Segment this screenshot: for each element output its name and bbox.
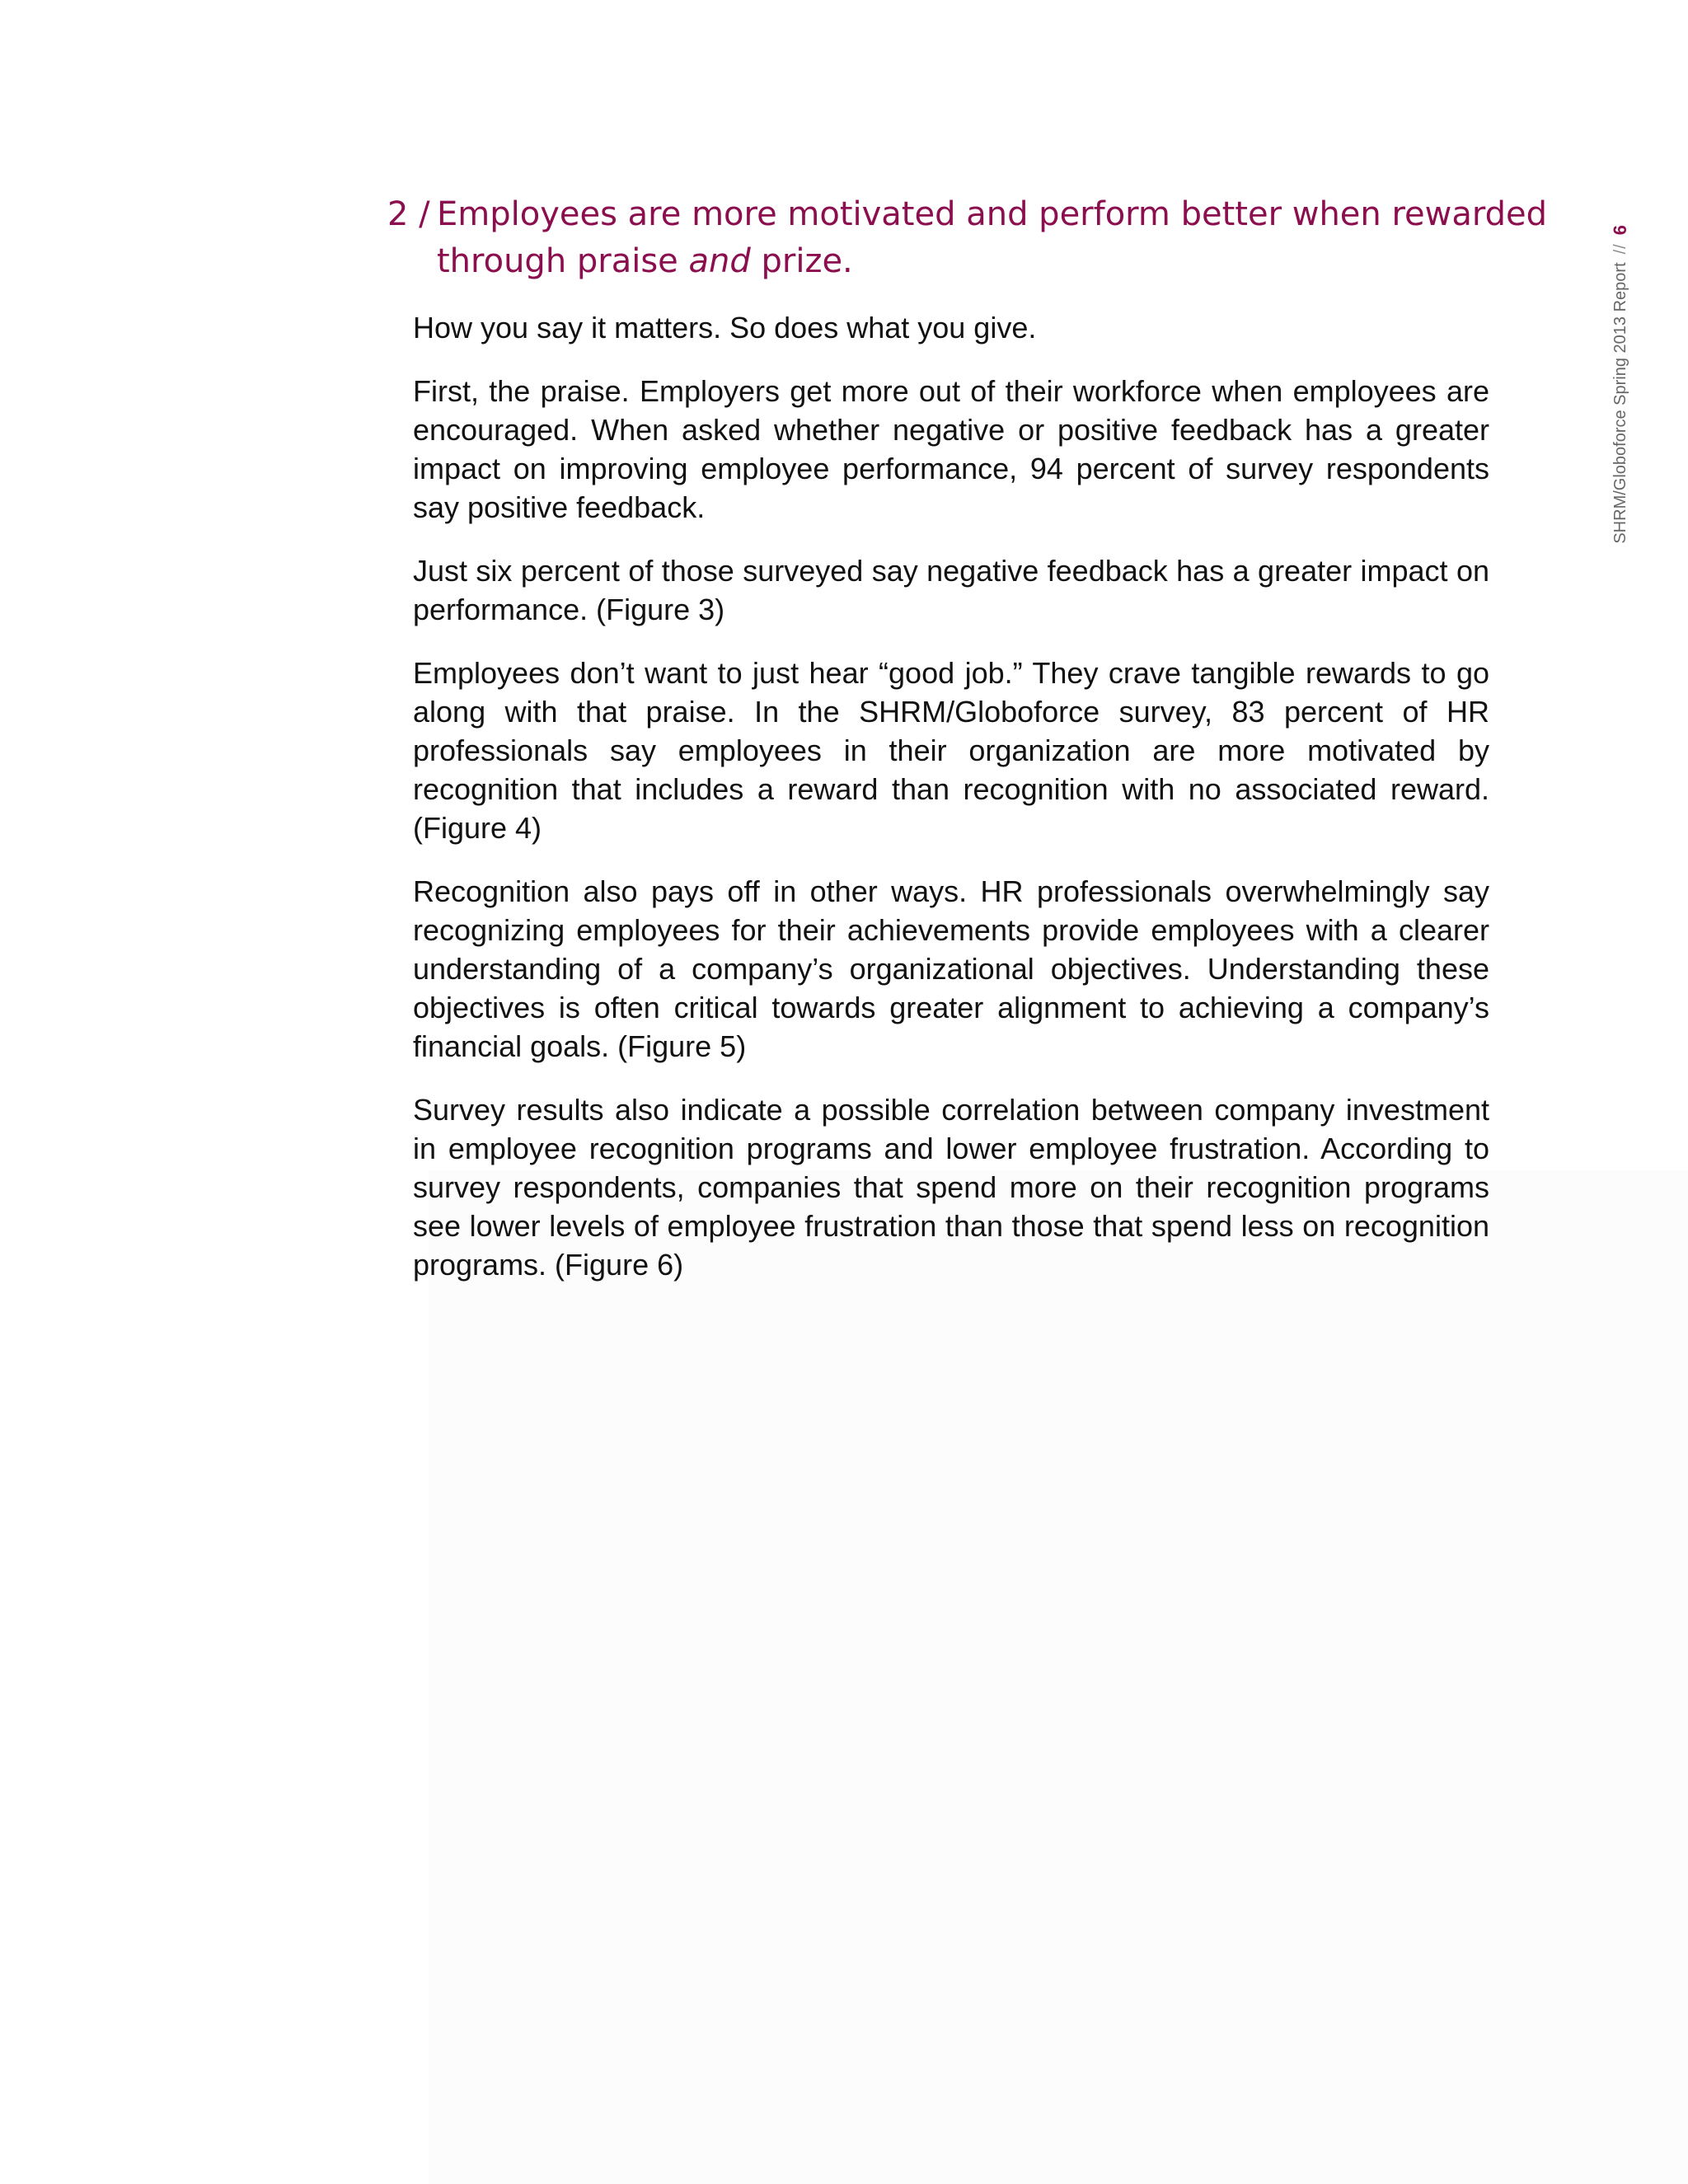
section-heading xyxy=(387,191,1548,285)
body-paragraph: Just six percent of those surveyed say negative feedback has a greater impact on performance. (Figure 3) xyxy=(413,554,1489,626)
page-number: 6 xyxy=(1610,225,1630,236)
body-paragraph: Survey results also indicate a possible correlation between company investment in employee recognition programs and lower employee frustration. According to survey respondents, companies that spend more on their recognition programs see lower levels of employee frustration than those that spend less on recognition programs. (Figure 6) xyxy=(413,1093,1489,1282)
section-heading-row-1 xyxy=(387,191,1548,238)
body-paragraph: First, the praise. Employers get more out of their workforce when employees are encouraged. When asked whether negative or positive feedback has a greater impact on improving employee performance, 94 percent of survey respondents say positive feedback. xyxy=(413,374,1489,524)
vertical-running-header xyxy=(1604,225,1637,654)
section-title-line-1: Employees are more motivated and perform better when rewarded xyxy=(437,195,1548,233)
report-title-label: SHRM/Globoforce Spring 2013 Report xyxy=(1611,262,1629,544)
header-separator: // xyxy=(1611,243,1629,255)
body-paragraph: Recognition also pays off in other ways. HR professionals overwhelmingly say recognizing employees for their achievements provide employees with a clearer understanding of a company’s organizational objectives. Understanding these objectives is often critical towards greater alignment to achieving a company’s financial goals. (Figure 5) xyxy=(413,874,1489,1063)
section-heading-row-2 xyxy=(387,238,1508,285)
body-paragraph: How you say it matters. So does what you give. xyxy=(413,311,1037,344)
page-background xyxy=(429,1170,1688,2184)
body-paragraph: Employees don’t want to just hear “good job.” They crave tangible rewards to go along with that praise. In the SHRM/Globoforce survey, 83 percent of HR professionals say employees in their organization are more motivated by recognition that includes a reward than recognition with no associated reward. (Figure 4) xyxy=(413,656,1489,845)
body-copy xyxy=(413,308,1489,1284)
section-title-line-2-prefix: through praise xyxy=(437,242,689,280)
section-number: 2 / xyxy=(387,195,430,233)
section-title-line-2 xyxy=(437,238,853,285)
section-title-emphasis: and xyxy=(688,242,751,280)
section-title-line-2-suffix: prize. xyxy=(750,242,853,280)
